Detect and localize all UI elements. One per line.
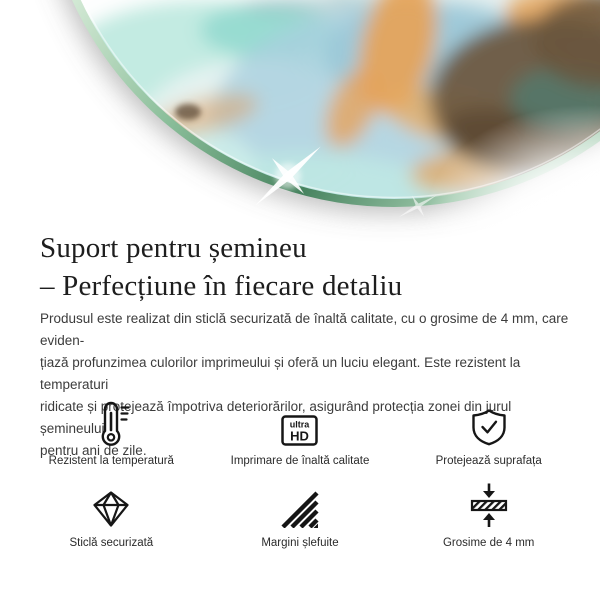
- title-line-1: Suport pentru șemineu: [40, 232, 307, 264]
- thermometer-icon: [92, 400, 130, 446]
- title-line-2: – Perfecțiune în fiecare detaliu: [40, 270, 403, 302]
- feature-print-quality: [209, 400, 392, 468]
- polished-edges-icon: [280, 482, 320, 528]
- feature-tempered-glass: [20, 482, 203, 550]
- svg-text:ultra: ultra: [290, 419, 310, 430]
- ultra-hd-icon: [281, 400, 318, 446]
- page-title: [40, 229, 402, 305]
- feature-label: Rezistent la temperatură: [48, 455, 174, 467]
- description-line: pentru ani de zile.: [40, 443, 147, 458]
- feature-protects-surface: [397, 400, 580, 468]
- feature-temperature-resistant: [20, 400, 203, 468]
- description-line: țiază profunzimea culorilor imprimeului și oferă un luciu elegant. Este rezistent la temperaturi: [40, 355, 521, 392]
- description-line: Produsul este realizat din sticlă securizată de înaltă calitate, cu o grosime de 4 mm, care eviden-: [40, 311, 569, 348]
- features-grid: [20, 400, 580, 550]
- glass-disc-illustration: [0, 0, 600, 245]
- feature-polished-edges: [209, 482, 392, 550]
- svg-text:HD: HD: [290, 428, 310, 444]
- feature-label: Imprimare de înaltă calitate: [230, 455, 370, 467]
- product-image: [0, 0, 600, 245]
- thickness-arrows-icon: [469, 482, 509, 528]
- diamond-icon: [90, 482, 132, 528]
- feature-label: Margini șlefuite: [261, 537, 339, 549]
- feature-label: Grosime de 4 mm: [442, 537, 535, 549]
- shield-check-icon: [470, 400, 508, 446]
- description-line: ridicate și protejează împotriva deteriorărilor, asigurând protecția zonei din jurul șemineului: [40, 399, 512, 436]
- feature-label: Sticlă securizată: [69, 537, 154, 549]
- feature-label: Protejează suprafața: [435, 455, 542, 467]
- feature-thickness: [397, 482, 580, 550]
